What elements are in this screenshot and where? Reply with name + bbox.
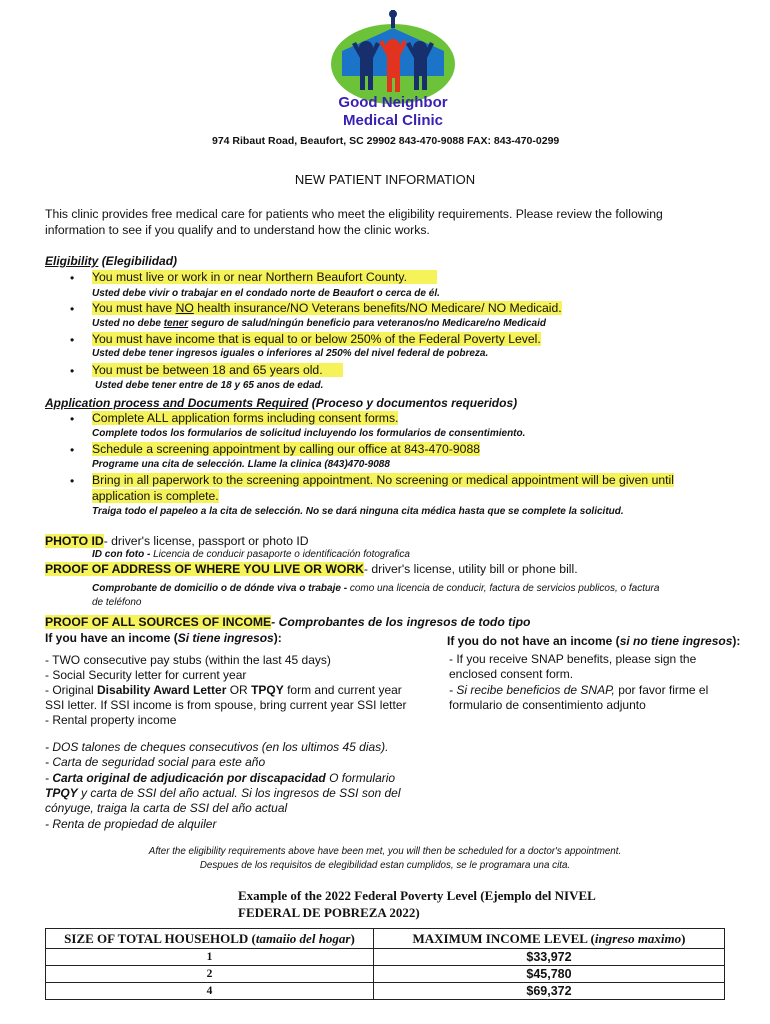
bullet-icon: • bbox=[70, 412, 75, 426]
page-title: NEW PATIENT INFORMATION bbox=[294, 172, 476, 187]
income-es-3 bbox=[45, 771, 395, 785]
photo-id-es-label: ID con foto - bbox=[92, 549, 154, 560]
clinic-logo-graphic bbox=[322, 6, 464, 106]
income-none-3-post: por favor firme el bbox=[614, 683, 709, 697]
address-proof bbox=[45, 562, 578, 576]
fpl-header-row bbox=[46, 929, 725, 949]
logo-text-line2: Medical Clinic bbox=[342, 112, 444, 129]
eligibility-item-4-es: Usted debe tener entre de 18 y 65 anos de edad. bbox=[95, 380, 324, 391]
fpl-max-income: $33,972 bbox=[374, 949, 725, 966]
fpl-table bbox=[45, 928, 725, 1000]
eligibility-item-1-es: Usted debe vivir o trabajar en el condado norte de Beaufort o cerca de él. bbox=[92, 288, 440, 299]
income-none-heading-es: si no tiene ingresos bbox=[619, 634, 733, 648]
income-heading bbox=[45, 615, 531, 629]
eligibility-item-2-es bbox=[92, 318, 546, 329]
table-row bbox=[46, 983, 725, 1000]
application-item-3-es: Traiga todo el papeleo a la cita de selección. No se dará ninguna cita médica hasta que se complete la solicitud. bbox=[92, 506, 624, 517]
income-have-1: - TWO consecutive pay stubs (within the last 45 days) bbox=[45, 653, 331, 667]
fpl-household-size: 4 bbox=[46, 983, 374, 1000]
address-proof-es-line1 bbox=[92, 583, 659, 594]
application-heading bbox=[45, 396, 517, 410]
fpl-col-household-end: ) bbox=[350, 930, 355, 946]
application-heading-es: (Proceso y documentos requeridos) bbox=[311, 396, 518, 410]
intro-line1: This clinic provides free medical care for patients who meet the eligibility requirements. Please review the following bbox=[45, 207, 663, 221]
income-have-3 bbox=[45, 683, 402, 697]
income-es-6: - Renta de propiedad de alquiler bbox=[45, 817, 217, 831]
photo-id-es-text: Licencia de conducir pasaporte o identificación fotografica bbox=[153, 549, 410, 560]
footer-note-line2: Despues de los requisitos de elegibilidad estan cumplidos, se le programara una cita. bbox=[199, 860, 571, 871]
eligibility-heading bbox=[45, 254, 177, 268]
income-have-heading-es: Si tiene ingresos bbox=[177, 631, 274, 645]
fpl-col-income-es: ingreso maximo bbox=[594, 930, 682, 946]
bullet-icon: • bbox=[70, 474, 75, 488]
fpl-household-size: 1 bbox=[46, 949, 374, 966]
bullet-icon: • bbox=[70, 271, 75, 285]
table-row bbox=[46, 966, 725, 983]
income-none-2: enclosed consent form. bbox=[449, 667, 574, 681]
application-item-1-es: Complete todos los formularios de solicitud incluyendo los formularios de consentimiento. bbox=[92, 428, 526, 439]
eligibility-item-3-es: Usted debe tener ingresos iguales o inferiores al 250% del nivel federal de pobreza. bbox=[92, 348, 489, 359]
fpl-col-household-es: tamaiio del hogar bbox=[255, 930, 351, 946]
eligibility-item-2-es-text-end: seguro de salud/ningún beneficio para veteranos/no Medicare/no Medicaid bbox=[188, 318, 546, 329]
address-proof-label: PROOF OF ADDRESS OF WHERE YOU LIVE OR WORK bbox=[45, 562, 364, 576]
application-item-2: Schedule a screening appointment by calling our office at 843-470-9088 bbox=[92, 442, 481, 456]
income-es-3-post: O formulario bbox=[325, 771, 396, 785]
income-es-4-bold: TPQY bbox=[45, 786, 78, 800]
income-label-es: - Comprobantes de los ingresos de todo tipo bbox=[271, 615, 531, 629]
fpl-col-household-text: SIZE OF TOTAL HOUSEHOLD ( bbox=[64, 930, 256, 946]
income-es-3-bold: Carta original de adjudicación por discapacidad bbox=[52, 771, 326, 785]
eligibility-item-2-text: You must have bbox=[92, 301, 176, 315]
income-have-3-bold1: Disability Award Letter bbox=[97, 683, 227, 697]
income-es-2: - Carta de seguridad social para este año bbox=[45, 755, 266, 769]
income-es-3-pre: - bbox=[45, 771, 53, 785]
fpl-col-household bbox=[46, 929, 374, 949]
income-es-4 bbox=[45, 786, 401, 800]
income-have-3-pre: - Original bbox=[45, 683, 98, 697]
income-label: PROOF OF ALL SOURCES OF INCOME bbox=[45, 615, 272, 629]
footer-note-line1: After the eligibility requirements above have been met, you will then be scheduled for a doctor's appointment. bbox=[148, 846, 622, 857]
fpl-max-income: $69,372 bbox=[374, 983, 725, 1000]
income-have-3-post: form and current year bbox=[283, 683, 402, 697]
fpl-max-income: $45,780 bbox=[374, 966, 725, 983]
bullet-icon: • bbox=[70, 443, 75, 457]
eligibility-item-2-text-end: health insurance/NO Veterans benefits/NO Medicare/ NO Medicaid. bbox=[193, 301, 562, 315]
income-es-4-post: y carta de SSI del año actual. Si los ingresos de SSI son del bbox=[77, 786, 401, 800]
eligibility-item-2-es-text: Usted no debe bbox=[92, 318, 164, 329]
income-none-heading bbox=[447, 634, 740, 648]
income-es-1: - DOS talones de cheques consecutivos (en los ultimos 45 dias). bbox=[45, 740, 389, 754]
photo-id-es bbox=[92, 549, 410, 560]
fpl-col-income bbox=[374, 929, 725, 949]
application-item-3-line1: Bring in all paperwork to the screening appointment. No screening or medical appointment will be given until bbox=[92, 473, 674, 487]
fpl-col-income-end: ) bbox=[681, 930, 686, 946]
address-proof-text: - driver's license, utility bill or phone bill. bbox=[363, 562, 578, 576]
bullet-icon: • bbox=[70, 302, 75, 316]
intro-line2: information to see if you qualify and to understand how the clinic works. bbox=[45, 223, 430, 237]
logo-text-line1: Good Neighbor bbox=[338, 94, 448, 111]
income-none-4: formulario de consentimiento adjunto bbox=[449, 698, 646, 712]
income-have-3-mid: OR bbox=[226, 683, 252, 697]
income-none-heading-text: If you do not have an income ( bbox=[447, 634, 620, 648]
income-none-3-es: - Si recibe beneficios de SNAP, bbox=[449, 683, 615, 697]
application-heading-en: Application process and Documents Required bbox=[45, 396, 309, 410]
address-proof-es-text: como una licencia de conducir, factura de servicios publicos, o factura bbox=[349, 583, 660, 594]
table-row bbox=[46, 949, 725, 966]
clinic-address: 974 Ribaut Road, Beaufort, SC 29902 843-470-9088 FAX: 843-470-0299 bbox=[212, 135, 560, 147]
clinic-logo bbox=[322, 6, 464, 136]
photo-id bbox=[45, 534, 309, 548]
fpl-title-line2: FEDERAL DE POBREZA 2022) bbox=[238, 905, 420, 920]
income-have-4: SSI letter. If SSI income is from spouse, bring current year SSI letter bbox=[45, 698, 407, 712]
income-have-heading bbox=[45, 631, 282, 645]
eligibility-heading-en: Eligibility bbox=[45, 254, 99, 268]
fpl-col-income-text: MAXIMUM INCOME LEVEL ( bbox=[412, 930, 595, 946]
eligibility-item-2-es-underline: tener bbox=[163, 318, 189, 329]
eligibility-item-4: You must be between 18 and 65 years old. bbox=[92, 363, 343, 377]
eligibility-heading-es: (Elegibilidad) bbox=[101, 254, 178, 268]
application-item-2-es: Programe una cita de selección. Llame la clinica (843)470-9088 bbox=[92, 459, 390, 470]
fpl-title-line1: Example of the 2022 Federal Poverty Level (Ejemplo del NIVEL bbox=[238, 888, 596, 903]
eligibility-item-2-no: NO bbox=[175, 301, 194, 315]
income-have-5: - Rental property income bbox=[45, 713, 177, 727]
photo-id-text: - driver's license, passport or photo ID bbox=[103, 534, 309, 548]
application-item-3-line2: application is complete. bbox=[92, 489, 219, 503]
eligibility-item-1: You must live or work in or near Northern Beaufort County. bbox=[92, 270, 437, 284]
eligibility-item-2 bbox=[92, 301, 562, 315]
income-have-heading-text: If you have an income ( bbox=[45, 631, 178, 645]
address-proof-es-label: Comprobante de domicilio o de dónde viva o trabaje - bbox=[92, 583, 350, 594]
income-have-3-bold2: TPQY bbox=[251, 683, 284, 697]
address-proof-es-line2: de teléfono bbox=[92, 597, 142, 608]
photo-id-label: PHOTO ID bbox=[45, 534, 104, 548]
income-es-5: cónyuge, traiga la carta de SSI del año actual bbox=[45, 801, 288, 815]
income-none-heading-end: ): bbox=[732, 634, 741, 648]
application-item-1: Complete ALL application forms including consent forms. bbox=[92, 411, 399, 425]
income-have-heading-end: ): bbox=[273, 631, 282, 645]
income-none-3 bbox=[449, 683, 708, 697]
eligibility-item-3: You must have income that is equal to or below 250% of the Federal Poverty Level. bbox=[92, 332, 541, 346]
bullet-icon: • bbox=[70, 364, 75, 378]
fpl-household-size: 2 bbox=[46, 966, 374, 983]
bullet-icon: • bbox=[70, 333, 75, 347]
income-have-2: - Social Security letter for current year bbox=[45, 668, 247, 682]
income-none-1: - If you receive SNAP benefits, please sign the bbox=[449, 652, 697, 666]
